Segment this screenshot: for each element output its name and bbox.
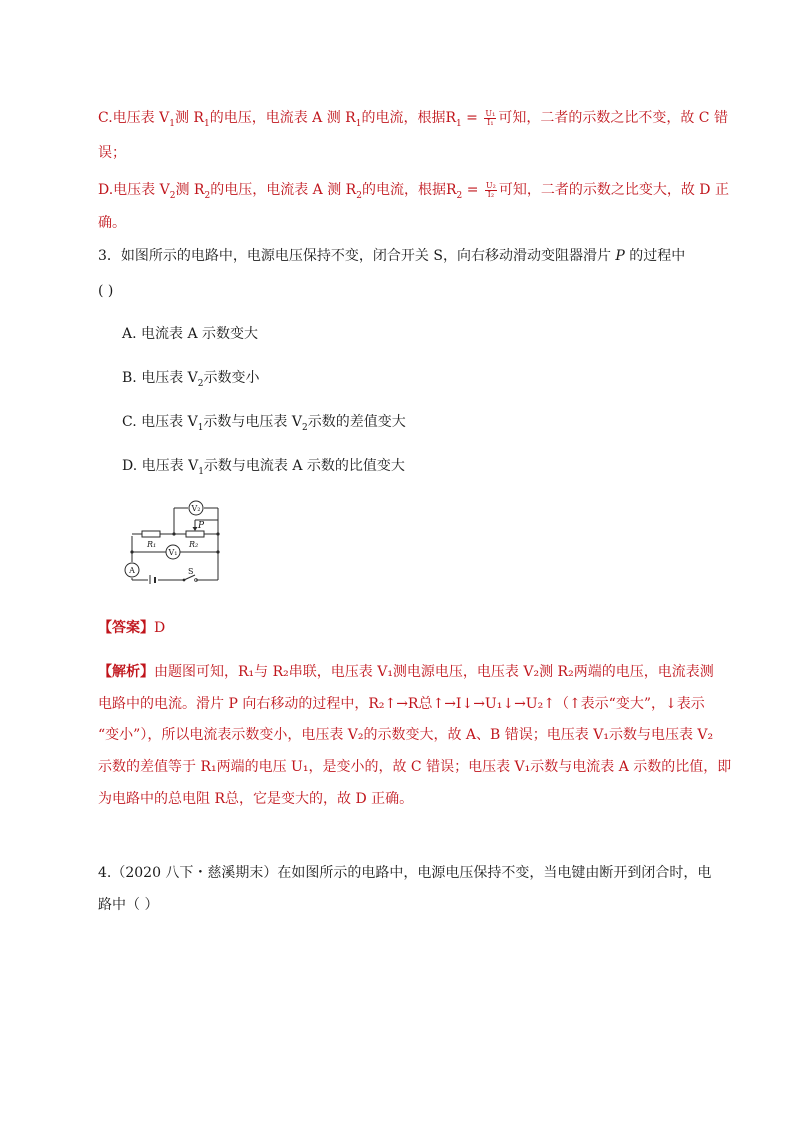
text: P: [615, 248, 625, 264]
sub: 1: [197, 422, 204, 433]
text: 可知，二者的示数之比不变，故 C 错: [498, 110, 728, 126]
q3-analysis-line4: 示数的差值等于 R₁两端的电压 U₁，是变小的，故 C 错误；电压表 V₁示数与电流表 A 示数的比值，即: [98, 759, 732, 775]
text: =: [462, 182, 483, 198]
answer-tag: 【答案】: [98, 620, 154, 636]
q4-stem-line1: 4.（2020 八下・慈溪期末）在如图所示的电路中，电源电压保持不变，当电键由断开到闭合时，电: [98, 865, 712, 881]
q3-analysis-line5: 为电路中的总电阻 R总，它是变大的，故 D 正确。: [98, 791, 414, 807]
analysis-c-line1: [98, 108, 728, 134]
label-a: A: [129, 566, 135, 575]
text: 3．如图所示的电路中，电源电压保持不变，闭合开关 S，向右移动滑动变阻器滑片: [98, 248, 616, 264]
text: 示数的差值变大: [307, 414, 406, 430]
junction-dot: [216, 532, 219, 535]
text: 的电流，根据R: [361, 110, 456, 126]
q4-stem-line2: 路中（ ）: [98, 897, 159, 913]
label-p: P: [198, 521, 205, 531]
fraction: [485, 182, 497, 199]
label-r2: R₂: [189, 540, 199, 549]
resistor-r2: [186, 531, 204, 537]
text: D.电压表 V: [98, 182, 170, 198]
sub: 2: [204, 190, 211, 201]
sub: 2: [456, 190, 463, 201]
q3-option-d: [122, 456, 405, 482]
q3-analysis-line3: “变小”），所以电流表示数变小，电压表 V₂的示数变大，故 A、B 错误；电压表 V₁示数与电压表 V₂: [98, 727, 714, 743]
q3-option-a: [122, 324, 258, 344]
text: 可知，二者的示数之比变大，故 D 正: [498, 182, 729, 198]
text: 测 R: [175, 182, 205, 198]
q3-analysis-line2: 电路中的电流。滑片 P 向右移动的过程中，R₂↑→R总↑→I↓→U₁↓→U₂↑（↑表示“变大”，↓表示: [98, 696, 705, 712]
analysis-c-line2: 误；: [98, 145, 126, 161]
q3-stem-line2: ( ): [98, 283, 114, 299]
sub: 1: [203, 118, 210, 129]
sub: 1: [169, 118, 175, 129]
frac-num: U₂: [485, 180, 496, 190]
slider-arrow-icon: [193, 527, 198, 531]
circuit-diagram: [118, 492, 228, 584]
text: A. 电流表 A 示数变大: [122, 326, 259, 342]
text: 的电压，电流表 A 测 R: [209, 110, 356, 126]
text: 示数变小: [203, 370, 260, 386]
analysis-d-line2: 确。: [98, 215, 126, 231]
text: =: [461, 110, 483, 126]
junction-dot: [172, 532, 175, 535]
text: C. 电压表 V: [122, 414, 198, 430]
text: 的过程中: [624, 248, 686, 264]
label-s: S: [188, 567, 194, 576]
fraction: [484, 110, 496, 127]
answer-value: D: [154, 620, 166, 636]
q3-stem-line1: [98, 246, 696, 266]
text: 测 R: [174, 110, 204, 126]
analysis-d-line1: [98, 180, 729, 206]
sub: 1: [456, 118, 462, 129]
junction-dot: [216, 550, 219, 553]
sub: 2: [301, 422, 308, 433]
switch-contact: [183, 579, 186, 582]
sub: 1: [198, 466, 204, 477]
resistor-r1: [142, 531, 160, 537]
q3-option-c: [122, 412, 406, 438]
analysis-tag: 【解析】: [98, 664, 154, 680]
sub: 2: [356, 190, 362, 201]
label-v1: V₁: [168, 548, 178, 557]
label-v2: V₂: [191, 504, 201, 513]
sub: 2: [197, 378, 204, 389]
text: C.电压表 V: [98, 110, 170, 126]
text: 示数与电压表 V: [203, 414, 302, 430]
q3-answer: [98, 618, 696, 638]
q3-option-b: [122, 368, 259, 394]
text: B. 电压表 V: [122, 370, 198, 386]
frac-den: I₁: [487, 117, 494, 127]
sub: 2: [169, 190, 176, 201]
text: 示数与电流表 A 示数的比值变大: [203, 458, 405, 474]
label-r1: R₁: [147, 540, 157, 549]
junction-dot: [130, 550, 133, 553]
frac-den: I₂: [487, 189, 495, 199]
sub: 1: [355, 118, 362, 129]
frac-num: U₁: [485, 108, 496, 118]
text: 由题图可知，R₁与 R₂串联，电压表 V₁测电源电压，电压表 V₂测 R₂两端的电压，电流表测: [154, 664, 714, 680]
text: D. 电压表 V: [122, 458, 199, 474]
text: 的电压，电流表 A 测 R: [210, 182, 357, 198]
q3-analysis-line1: [98, 662, 714, 682]
text: 的电流，根据R: [361, 182, 457, 198]
